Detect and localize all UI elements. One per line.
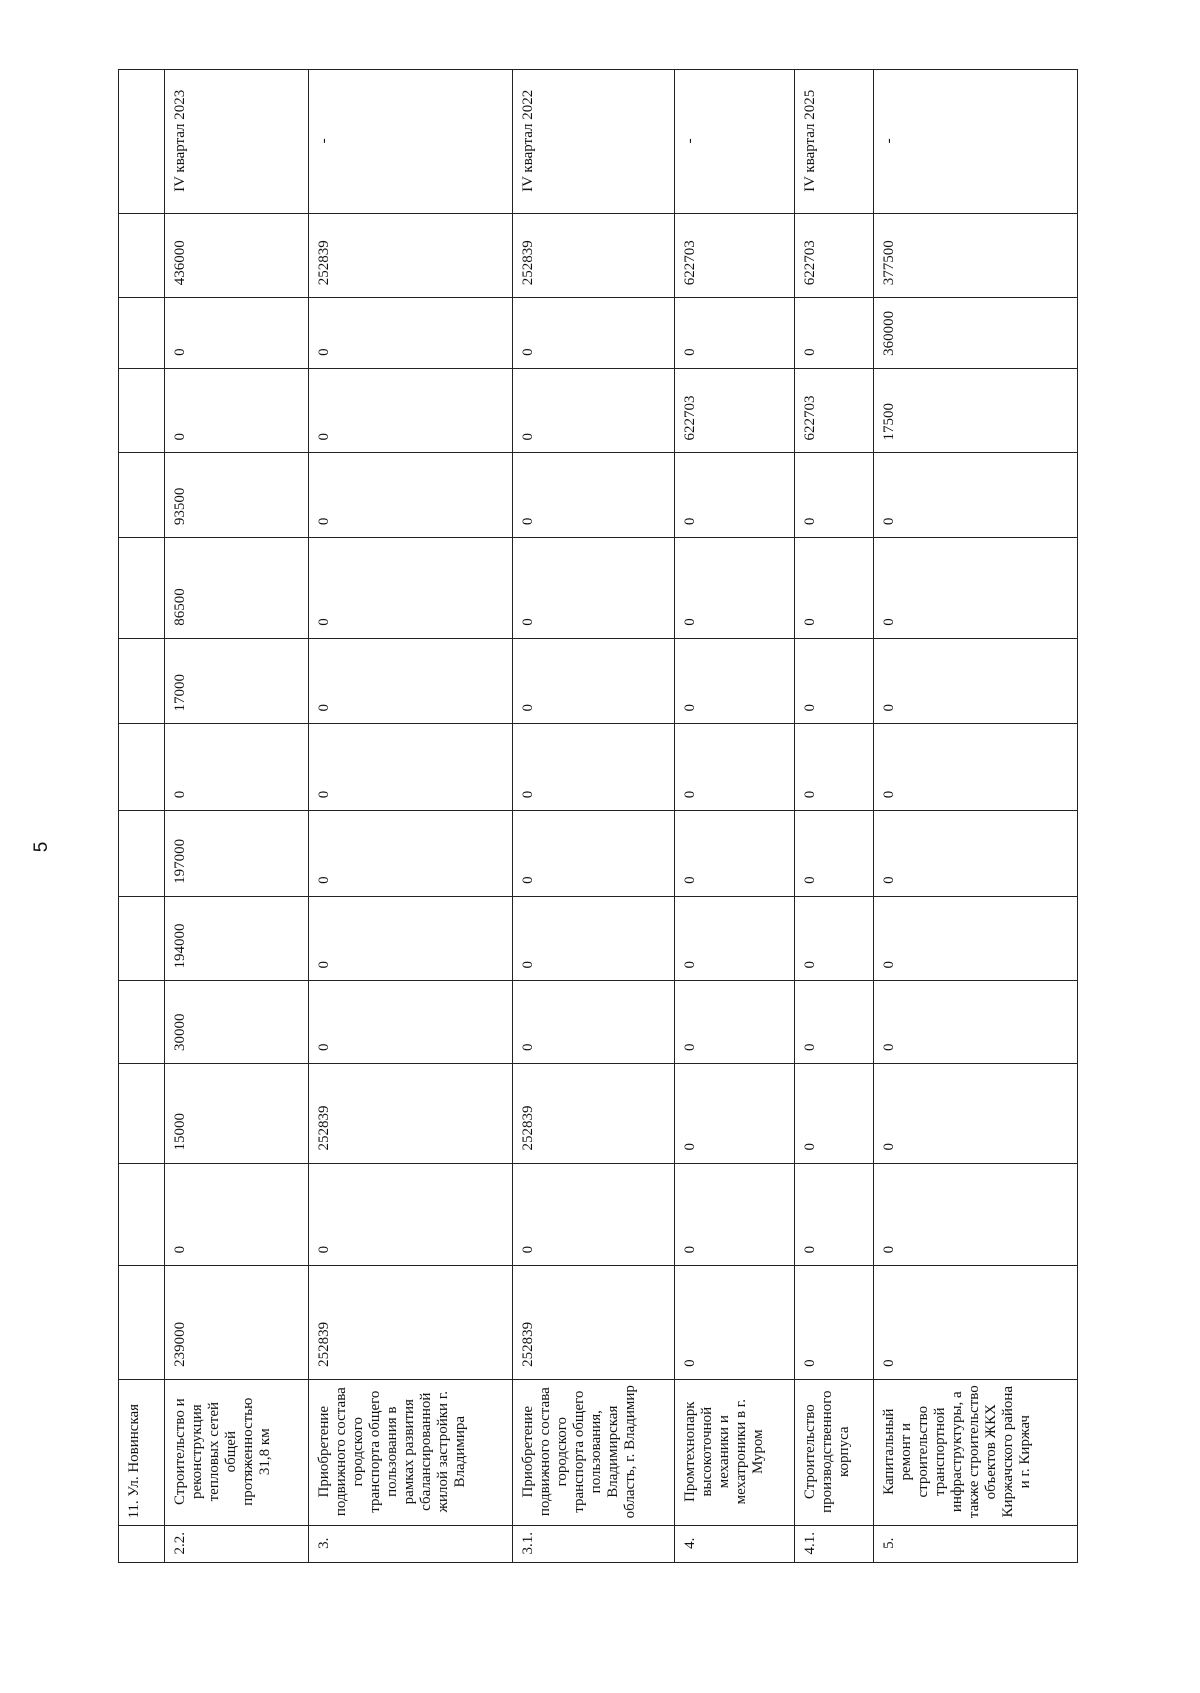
value-cell: 0 (795, 896, 873, 981)
value-cell: 0 (675, 298, 795, 369)
value-cell: 622703 (795, 213, 873, 298)
value-cell: 0 (675, 811, 795, 897)
value-cell: 0 (308, 453, 512, 538)
value-cell (119, 981, 165, 1063)
value-cell: 0 (512, 638, 674, 724)
value-cell: 0 (795, 453, 873, 538)
value-cell: 252839 (308, 1266, 512, 1380)
value-cell: 0 (873, 453, 1078, 538)
value-cell: 0 (675, 1266, 795, 1380)
value-cell: 377500 (873, 213, 1078, 298)
value-cell: 0 (795, 538, 873, 639)
value-cell (119, 538, 165, 639)
value-cell: 0 (675, 724, 795, 811)
value-cell (119, 638, 165, 724)
value-cell: 0 (795, 1063, 873, 1163)
table-row (675, 70, 795, 1563)
value-cell: 30000 (164, 981, 308, 1063)
value-cell: 0 (795, 981, 873, 1063)
table-body (119, 70, 1078, 1563)
value-cell (119, 811, 165, 897)
row-number-cell (119, 1525, 165, 1562)
term-cell (119, 70, 165, 214)
value-cell: 0 (308, 981, 512, 1063)
value-cell: 0 (873, 896, 1078, 981)
value-cell: 197000 (164, 811, 308, 897)
value-cell: 0 (512, 811, 674, 897)
value-cell: 17500 (873, 368, 1078, 453)
value-cell (119, 453, 165, 538)
value-cell: 0 (308, 896, 512, 981)
value-cell: 0 (873, 1163, 1078, 1266)
value-cell: 436000 (164, 213, 308, 298)
project-name-cell: Строительство и реконструкция тепловых сетей общей протяженностью 31,8 км (164, 1379, 308, 1525)
value-cell: 0 (308, 724, 512, 811)
value-cell: 0 (795, 724, 873, 811)
value-cell: 194000 (164, 896, 308, 981)
value-cell: 0 (873, 1063, 1078, 1163)
term-cell: IV квартал 2025 (795, 70, 873, 214)
value-cell: 93500 (164, 453, 308, 538)
value-cell (119, 1063, 165, 1163)
value-cell: 0 (164, 724, 308, 811)
value-cell: 0 (308, 811, 512, 897)
value-cell: 0 (164, 1163, 308, 1266)
table-row (795, 70, 873, 1563)
row-number-cell: 4. (675, 1525, 795, 1562)
value-cell: 0 (873, 538, 1078, 639)
row-number-cell: 3. (308, 1525, 512, 1562)
value-cell: 622703 (675, 213, 795, 298)
row-number-cell: 5. (873, 1525, 1078, 1562)
value-cell: 0 (308, 538, 512, 639)
value-cell: 0 (795, 1163, 873, 1266)
project-name-cell: Приобретение подвижного состава городского транспорта общего пользования в рамках развития сбалансированной жилой застройки г. Владимира (308, 1379, 512, 1525)
value-cell: 0 (675, 453, 795, 538)
value-cell: 0 (512, 981, 674, 1063)
value-cell: 0 (795, 638, 873, 724)
row-number-cell: 3.1. (512, 1525, 674, 1562)
section-title-cell: 11. Ул. Новинская (119, 1379, 165, 1525)
value-cell (119, 1266, 165, 1380)
term-cell: IV квартал 2022 (512, 70, 674, 214)
value-cell: 360000 (873, 298, 1078, 369)
row-number-cell: 2.2. (164, 1525, 308, 1562)
value-cell: 252839 (308, 1063, 512, 1163)
value-cell: 252839 (512, 213, 674, 298)
value-cell (119, 724, 165, 811)
value-cell: 0 (164, 368, 308, 453)
project-name-cell: Строительство производственного корпуса (795, 1379, 873, 1525)
term-cell: IV квартал 2023 (164, 70, 308, 214)
value-cell (119, 213, 165, 298)
value-cell: 622703 (795, 368, 873, 453)
investment-table (118, 69, 1078, 1563)
value-cell: 0 (675, 538, 795, 639)
value-cell (119, 1163, 165, 1266)
value-cell: 0 (308, 638, 512, 724)
value-cell: 0 (675, 1163, 795, 1266)
value-cell: 0 (873, 811, 1078, 897)
value-cell: 622703 (675, 368, 795, 453)
value-cell: 0 (873, 724, 1078, 811)
table-row (308, 70, 512, 1563)
data-table-rotated (118, 69, 1078, 1563)
value-cell: 0 (512, 538, 674, 639)
table-row (873, 70, 1078, 1563)
value-cell: 0 (512, 1163, 674, 1266)
value-cell: 0 (675, 638, 795, 724)
value-cell: 0 (512, 298, 674, 369)
term-cell: - (308, 70, 512, 214)
table-row (512, 70, 674, 1563)
value-cell: 0 (512, 368, 674, 453)
value-cell: 239000 (164, 1266, 308, 1380)
project-name-cell: Промтехнопарк высокоточной механики и мехатроники в г. Муром (675, 1379, 795, 1525)
term-cell: - (873, 70, 1078, 214)
table-row (164, 70, 308, 1563)
value-cell: 0 (795, 1266, 873, 1380)
value-cell: 0 (164, 298, 308, 369)
project-name-cell: Приобретение подвижного состава городского транспорта общего пользования, Владимирская область, г. Владимир (512, 1379, 674, 1525)
value-cell: 0 (675, 1063, 795, 1163)
table-row-header (119, 70, 165, 1563)
value-cell: 0 (795, 811, 873, 897)
page-number: 5 (31, 841, 52, 853)
value-cell: 0 (795, 298, 873, 369)
value-cell: 0 (308, 1163, 512, 1266)
value-cell: 0 (873, 638, 1078, 724)
project-name-cell: Капитальный ремонт и строительство транспортной инфраструктуры, а также строительство объектов ЖКХ Киржачского района и г. Киржач (873, 1379, 1078, 1525)
value-cell: 17000 (164, 638, 308, 724)
value-cell: 0 (308, 368, 512, 453)
value-cell: 0 (675, 981, 795, 1063)
value-cell: 252839 (512, 1063, 674, 1163)
value-cell (119, 896, 165, 981)
value-cell: 0 (873, 1266, 1078, 1380)
value-cell: 252839 (512, 1266, 674, 1380)
value-cell: 0 (512, 724, 674, 811)
value-cell (119, 368, 165, 453)
value-cell: 252839 (308, 213, 512, 298)
value-cell (119, 298, 165, 369)
term-cell: - (675, 70, 795, 214)
value-cell: 0 (308, 298, 512, 369)
value-cell: 0 (512, 896, 674, 981)
value-cell: 0 (675, 896, 795, 981)
value-cell: 0 (873, 981, 1078, 1063)
value-cell: 0 (512, 453, 674, 538)
row-number-cell: 4.1. (795, 1525, 873, 1562)
value-cell: 86500 (164, 538, 308, 639)
value-cell: 15000 (164, 1063, 308, 1163)
